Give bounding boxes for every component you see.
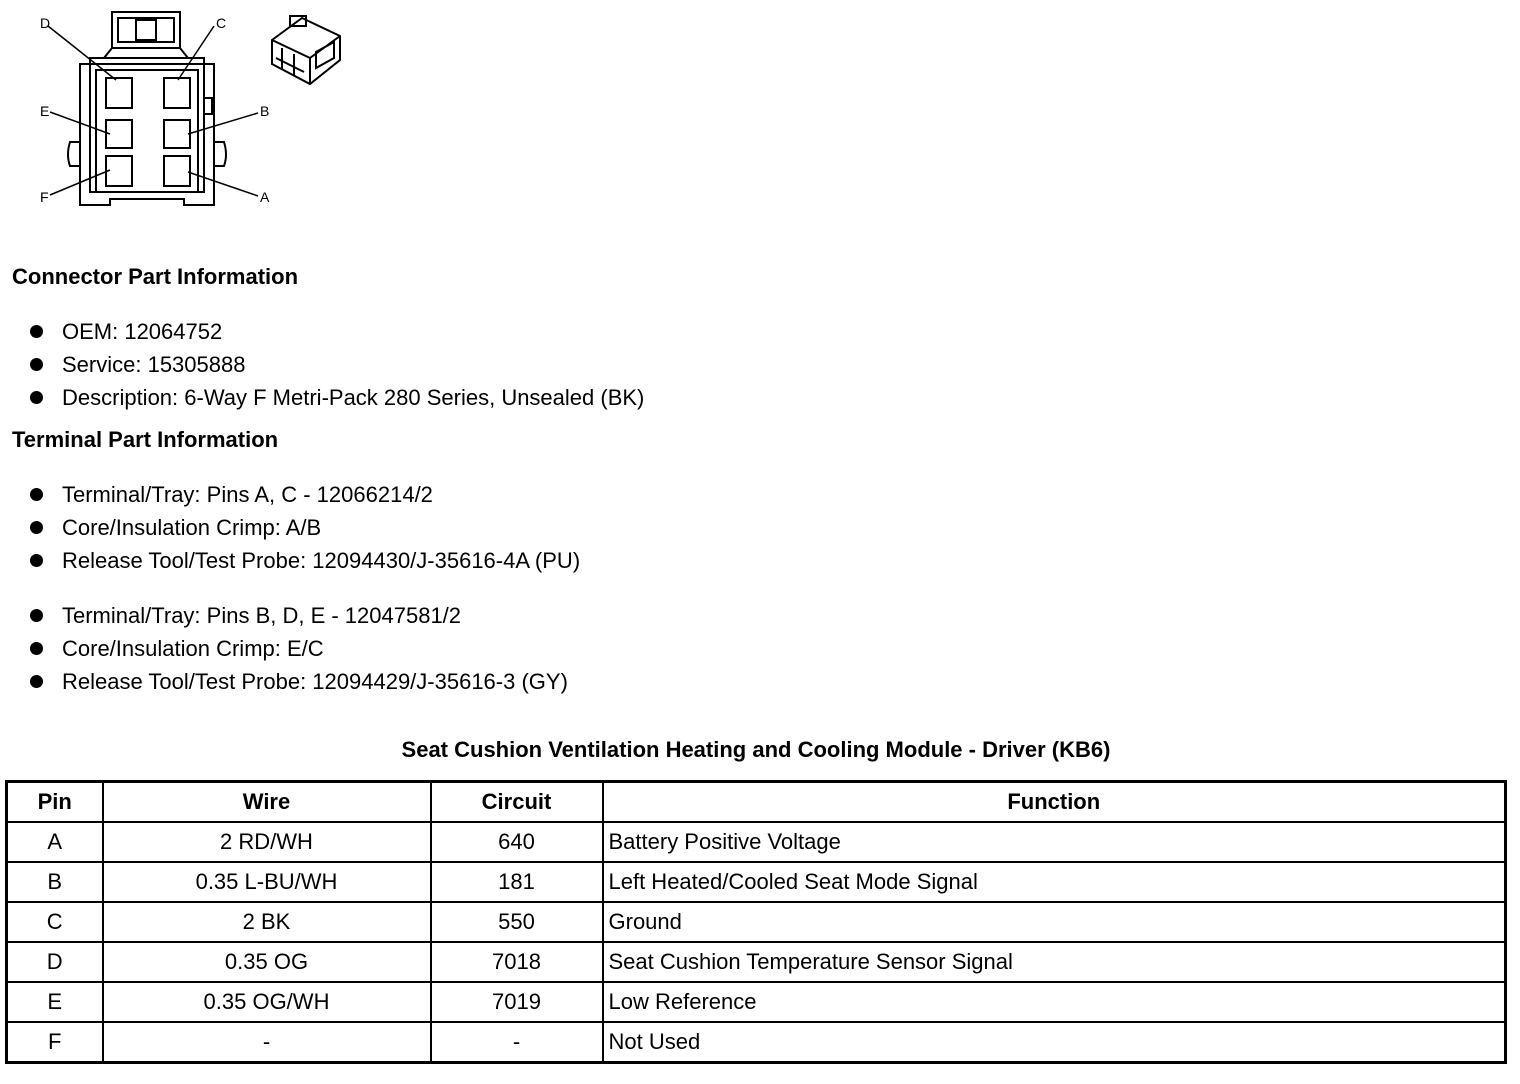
pin-label-c: C — [216, 15, 227, 31]
cell-circuit: - — [431, 1022, 603, 1063]
bullet-icon — [30, 609, 43, 622]
list-item: Core/Insulation Crimp: E/C — [26, 632, 568, 665]
cell-function: Not Used — [603, 1022, 1506, 1063]
table-title: Seat Cushion Ventilation Heating and Cooling Module - Driver (KB6) — [401, 737, 1111, 762]
list-item: Release Tool/Test Probe: 12094429/J-35616-3 (GY) — [26, 665, 568, 698]
list-item: Terminal/Tray: Pins B, D, E - 12047581/2 — [26, 599, 568, 632]
cell-wire: 2 BK — [103, 902, 431, 942]
cell-wire: - — [103, 1022, 431, 1063]
connector-part-heading: Connector Part Information — [12, 264, 299, 289]
cell-pin: F — [7, 1022, 103, 1063]
cell-circuit: 181 — [431, 862, 603, 902]
pin-label-d: D — [40, 15, 51, 31]
bullet-icon — [30, 521, 43, 534]
cell-circuit: 640 — [431, 822, 603, 862]
list-item: Description: 6-Way F Metri-Pack 280 Series, Unsealed (BK) — [26, 381, 644, 414]
pin-label-a: A — [260, 189, 270, 205]
cell-wire: 2 RD/WH — [103, 822, 431, 862]
cell-pin: E — [7, 982, 103, 1022]
cell-circuit: 550 — [431, 902, 603, 942]
cell-function: Battery Positive Voltage — [603, 822, 1506, 862]
header-function: Function — [603, 782, 1506, 823]
header-wire: Wire — [103, 782, 431, 823]
table-row — [7, 1022, 1506, 1063]
cell-pin: C — [7, 902, 103, 942]
terminal-part-list-1 — [26, 478, 580, 577]
cell-function: Low Reference — [603, 982, 1506, 1022]
terminal-part-heading: Terminal Part Information — [12, 427, 279, 452]
cell-wire: 0.35 OG — [103, 942, 431, 982]
cell-circuit: 7019 — [431, 982, 603, 1022]
table-row — [7, 862, 1506, 902]
bullet-icon — [30, 675, 43, 688]
pin-label-f: F — [40, 189, 49, 205]
table-row — [7, 942, 1506, 982]
cell-pin: D — [7, 942, 103, 982]
list-item: Service: 15305888 — [26, 348, 644, 381]
cell-pin: A — [7, 822, 103, 862]
connector-diagram — [0, 0, 360, 215]
header-circuit: Circuit — [431, 782, 603, 823]
bullet-icon — [30, 642, 43, 655]
list-item: Core/Insulation Crimp: A/B — [26, 511, 580, 544]
cell-function: Left Heated/Cooled Seat Mode Signal — [603, 862, 1506, 902]
bullet-icon — [30, 358, 43, 371]
table-header-row — [7, 782, 1506, 823]
cell-wire: 0.35 L-BU/WH — [103, 862, 431, 902]
cell-wire: 0.35 OG/WH — [103, 982, 431, 1022]
pinout-table — [5, 780, 1507, 1064]
cell-pin: B — [7, 862, 103, 902]
cell-circuit: 7018 — [431, 942, 603, 982]
list-item: OEM: 12064752 — [26, 315, 644, 348]
list-item: Terminal/Tray: Pins A, C - 12066214/2 — [26, 478, 580, 511]
terminal-part-list-2 — [26, 599, 568, 698]
bullet-icon — [30, 391, 43, 404]
table-row — [7, 822, 1506, 862]
header-pin: Pin — [7, 782, 103, 823]
bullet-icon — [30, 325, 43, 338]
cell-function: Seat Cushion Temperature Sensor Signal — [603, 942, 1506, 982]
bullet-icon — [30, 554, 43, 567]
pin-label-e: E — [40, 103, 50, 119]
list-item: Release Tool/Test Probe: 12094430/J-35616-4A (PU) — [26, 544, 580, 577]
cell-function: Ground — [603, 902, 1506, 942]
table-row — [7, 902, 1506, 942]
pin-label-b: B — [260, 103, 270, 119]
table-row — [7, 982, 1506, 1022]
connector-part-list — [26, 315, 644, 414]
bullet-icon — [30, 488, 43, 501]
